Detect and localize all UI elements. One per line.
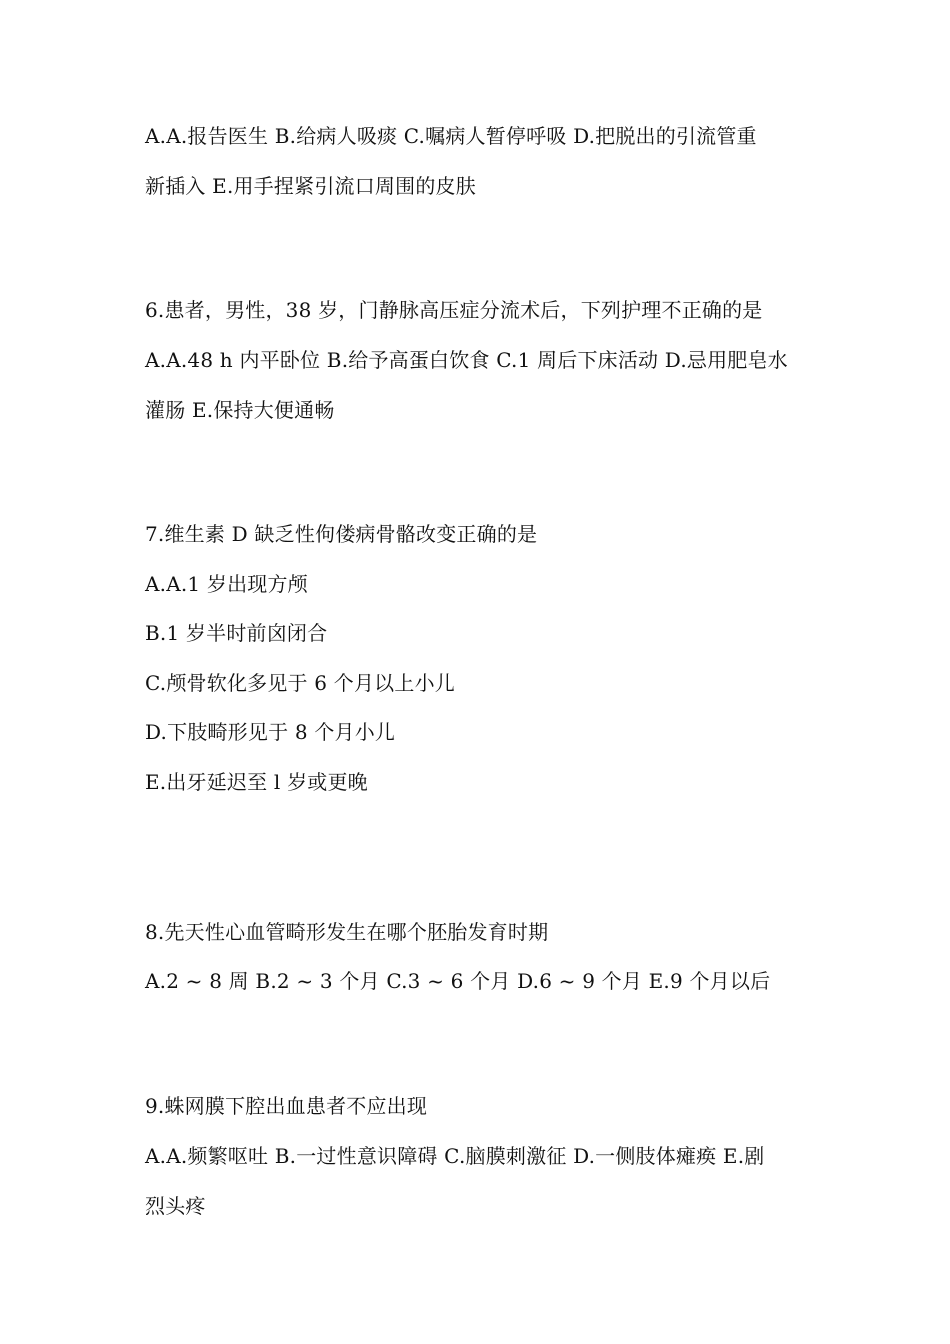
q5-options-line-1: A.A.报告医生 B.给病人吸痰 C.嘱病人暂停呼吸 D.把脱出的引流管重: [145, 124, 757, 148]
q7-option-c: C.颅骨软化多见于 6 个月以上小儿: [145, 671, 455, 695]
q8-options-line-1: A.2 ~ 8 周 B.2 ~ 3 个月 C.3 ~ 6 个月 D.6 ~ 9 个月 E.9 个月以后: [145, 969, 771, 993]
q6-question-text: 6.患者，男性，38 岁，门静脉高压症分流术后，下列护理不正确的是: [145, 298, 763, 322]
q6-options-line-2: 灌肠 E.保持大便通畅: [145, 398, 335, 422]
q7-option-d: D.下肢畸形见于 8 个月小儿: [145, 720, 396, 744]
q9-options-line-2: 烈头疼: [145, 1194, 206, 1218]
q9-question-text: 9.蛛网膜下腔出血患者不应出现: [145, 1094, 428, 1118]
q6-options-line-1: A.A.48 h 内平卧位 B.给予高蛋白饮食 C.1 周后下床活动 D.忌用肥皂水: [145, 348, 788, 372]
q7-option-a: A.A.1 岁出现方颅: [145, 572, 308, 596]
q5-options-line-2: 新插入 E.用手捏紧引流口周围的皮肤: [145, 174, 476, 198]
q8-question-text: 8.先天性心血管畸形发生在哪个胚胎发育时期: [145, 920, 549, 944]
q7-question-text: 7.维生素 D 缺乏性佝偻病骨骼改变正确的是: [145, 522, 538, 546]
q7-option-e: E.出牙延迟至 l 岁或更晚: [145, 770, 368, 794]
q9-options-line-1: A.A.频繁呕吐 B.一过性意识障碍 C.脑膜刺激征 D.一侧肢体瘫痪 E.剧: [145, 1144, 765, 1168]
q7-option-b: B.1 岁半时前囟闭合: [145, 621, 328, 645]
